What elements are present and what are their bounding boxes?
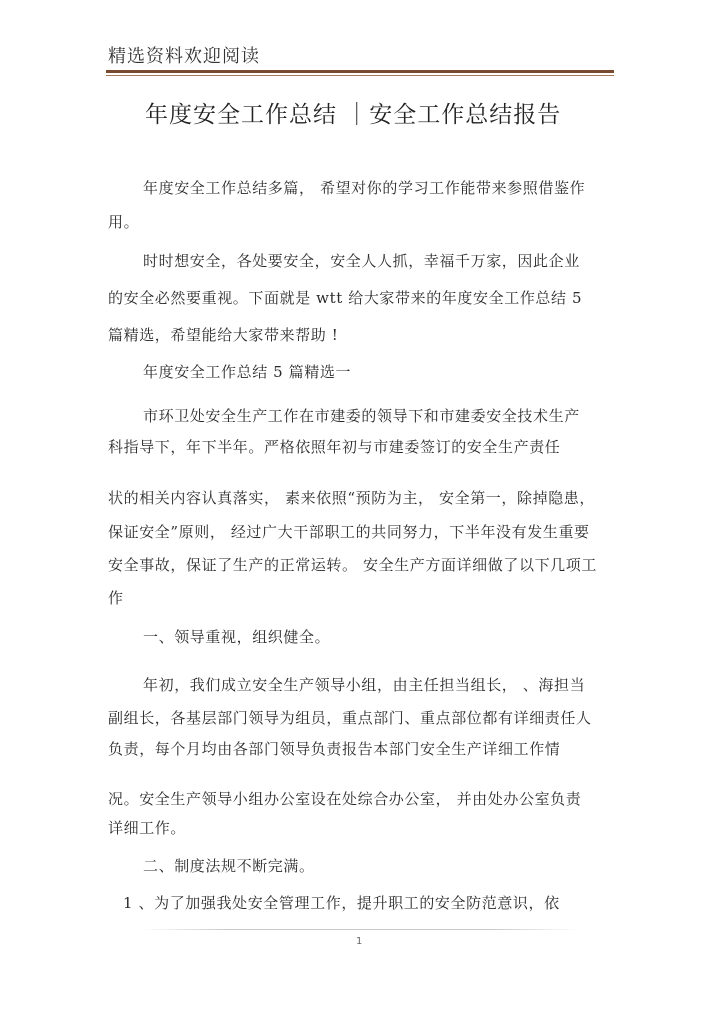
paragraph-line: 1 、为了加强我处安全管理工作，提升职工的安全防范意识，依 [123, 894, 560, 912]
paragraph-line: 年初，我们成立安全生产领导小组，由主任担当组长， 、海担当 [143, 676, 586, 694]
footer-rule [140, 929, 580, 930]
paragraph-line: 保证安全”原则， 经过广大干部职工的共同努力，下半年没有发生重要 [108, 523, 590, 541]
paragraph-line: 用。 [108, 213, 140, 231]
paragraph-line: 篇精选，希望能给大家带来帮助 ! [108, 326, 339, 344]
paragraph-line: 市环卫处安全生产工作在市建委的领导下和市建委安全技术生产 [143, 407, 580, 425]
section-heading: 年度安全工作总结 5 篇精选一 [143, 363, 352, 381]
paragraph-line: 科指导下，年下半年。严格依照年初与市建委签订的安全生产责任 [108, 438, 561, 456]
paragraph-line: 副组长，各基层部门领导为组员，重点部门、重点部位都有详细责任人 [108, 709, 592, 727]
page-number: 1 [356, 936, 363, 947]
paragraph-line: 作 [108, 589, 124, 607]
paragraph-line: 的安全必然要重视。下面就是 wtt 给大家带来的年度安全工作总结 5 [108, 289, 583, 307]
paragraph-line: 安全事故，保证了生产的正常运转。 安全生产方面详细做了以下几项工 [108, 556, 597, 574]
section-heading: 一、领导重视，组织健全。 [143, 628, 331, 646]
paragraph-line: 况。安全生产领导小组办公室设在处综合办公室， 并由处办公室负责 [108, 790, 582, 808]
running-header: 精选资料欢迎阅读 [108, 46, 260, 67]
paragraph-line: 年度安全工作总结多篇， 希望对你的学习工作能带来参照借鉴作 [143, 179, 586, 197]
paragraph-line: 详细工作。 [108, 819, 187, 837]
header-rule [106, 70, 614, 73]
paragraph-line: 负责，每个月均由各部门领导负责报告本部门安全生产详细工作情 [108, 740, 561, 758]
paragraph-line: 状的相关内容认真落实， 素来依照“预防为主， 安全第一，除掉隐患， [108, 489, 596, 507]
section-heading: 二、制度法规不断完满。 [143, 857, 315, 875]
header-rule-thin [106, 75, 614, 76]
paragraph-line: 时时想安全，各处要安全，安全人人抓，幸福千万家，因此企业 [143, 252, 580, 270]
document-title: 年度安全工作总结 ｜安全工作总结报告 [145, 102, 562, 128]
